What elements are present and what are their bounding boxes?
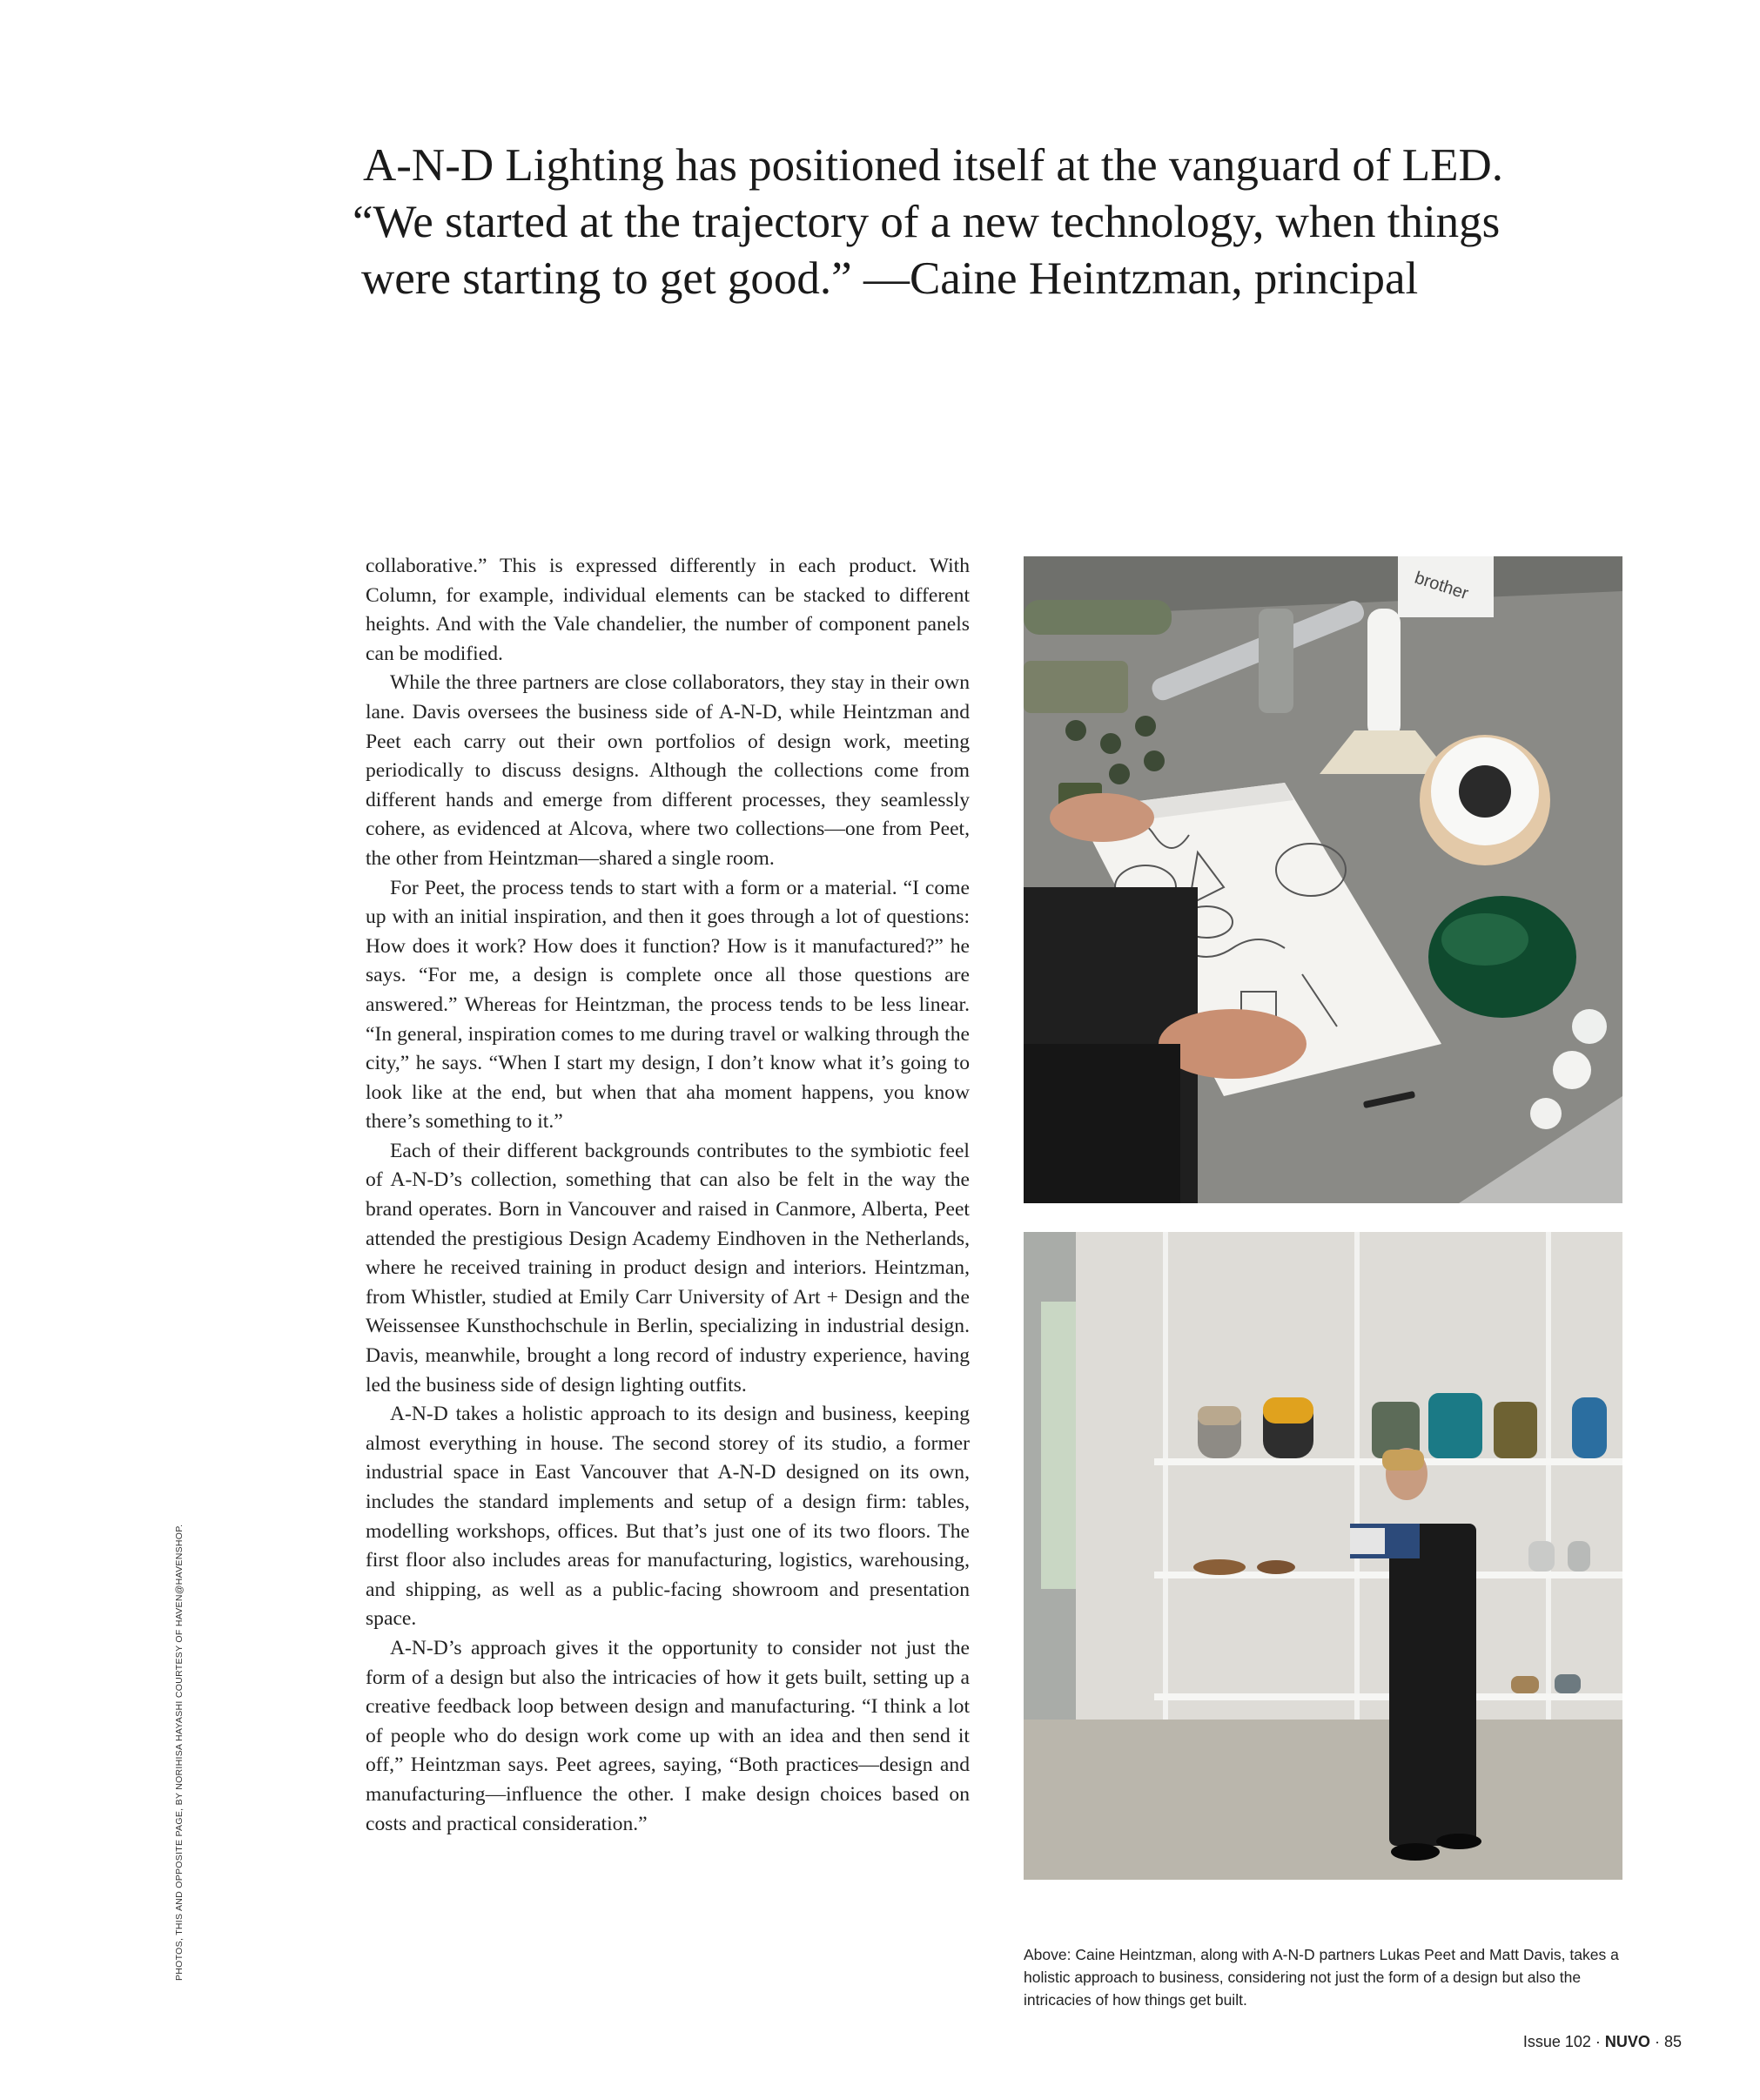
photo-credit: PHOTOS, THIS AND OPPOSITE PAGE, BY NORIHISA HAYASHI COURTESY OF HAVEN@HAVENSHOP. [174,1524,185,1981]
pull-quote-line: “We started at the trajectory of a new technology, when things [353,197,1501,247]
folio-separator: · [1595,2033,1601,2050]
folio [1523,2033,1682,2051]
showroom-illustration [1024,1232,1622,1880]
article-paragraph: While the three partners are close collaborators, they stay in their own lane. Davis oversees the business side of A-N-D, while Heintzman and Peet each carry out their own portfolios of design work, meeting periodically to discuss designs. Although the collections come from different hands and emerge from different processes, they seamlessly cohere, as evidenced at Alcova, where two collections—one from Peet, the other from Heintzman—shared a single room. [366,671,970,870]
article-body [366,552,970,1839]
article-paragraph: collaborative.” This is expressed differently in each product. With Column, for example, individual elements can be stacked to different heights. And with the Vale chandelier, the number of component panels can be modified. [366,555,970,665]
photo-sketchbook-workbench [1024,556,1622,1203]
pull-quote-line: were starting to get good.” —Caine Heintzman, principal [361,253,1419,304]
photo-caption: Above: Caine Heintzman, along with A-N-D partners Lukas Peet and Matt Davis, takes a holistic approach to business, considering not just the form of a design but also the intricacies of how things get built. [1024,1946,1619,2009]
article-paragraph: A-N-D takes a holistic approach to its design and business, keeping almost everything in house. The second storey of its studio, a former industrial space in East Vancouver that A-N-D designed on its own, includes the standard implements and setup of a design firm: tables, modelling workshops, offices. But that’s just one of its two floors. The first floor also includes areas for manufacturing, logistics, warehousing, and shipping, as well as a public-facing showroom and presentation space. [366,1403,970,1631]
folio-issue: Issue 102 [1522,2033,1591,2050]
article-paragraph: For Peet, the process tends to start with a form or a material. “I come up with an initial inspiration, and then it goes through a lot of questions: How does it work? How does it function? How is it manufactured?” he says. “For me, a design is complete once all those questions are answered.” Whereas for Heintzman, the process tends to be less linear. “In general, inspiration comes to me during travel or walking through the city,” he says. “When I start my design, I don’t know what it’s going to look like at the end, but when that aha moment happens, you know there’s something to it.” [366,876,970,1134]
folio-separator: · [1654,2033,1660,2050]
folio-magazine: NUVO [1604,2033,1650,2050]
workbench-illustration [1024,556,1622,1203]
brother-box-label: brother [1412,568,1471,604]
pull-quote-line: A-N-D Lighting has positioned itself at the vanguard of LED. [363,140,1503,191]
article-paragraph: A-N-D’s approach gives it the opportunity to consider not just the form of a design but also the intricacies of how it gets built, setting up a creative feedback loop between design and manufacturing. “I think a lot of people who do design work come up with an idea and then send it off,” Heintzman says. Peet agrees, saying, “Both practices—design and manufacturing—influence the other. I make design choices based on costs and practical consideration.” [366,1636,970,1835]
person-figure [1389,1524,1476,1846]
photo-showroom-heintzman [1024,1232,1622,1880]
pull-quote [353,138,1589,307]
folio-page-number: 85 [1663,2033,1682,2050]
article-paragraph: Each of their different backgrounds contributes to the symbiotic feel of A-N-D’s collection, something that can also be felt in the way the brand operates. Born in Vancouver and raised in Canmore, Alberta, Peet attended the prestigious Design Academy Eindhoven in the Netherlands, where he received training in product design and interiors. Heintzman, from Whistler, studied at Emily Carr University of Art + Design and the Weissensee Kunsthochschule in Berlin, specializing in industrial design. Davis, meanwhile, brought a long record of industry experience, having led the business side of design lighting outfits. [366,1139,970,1397]
